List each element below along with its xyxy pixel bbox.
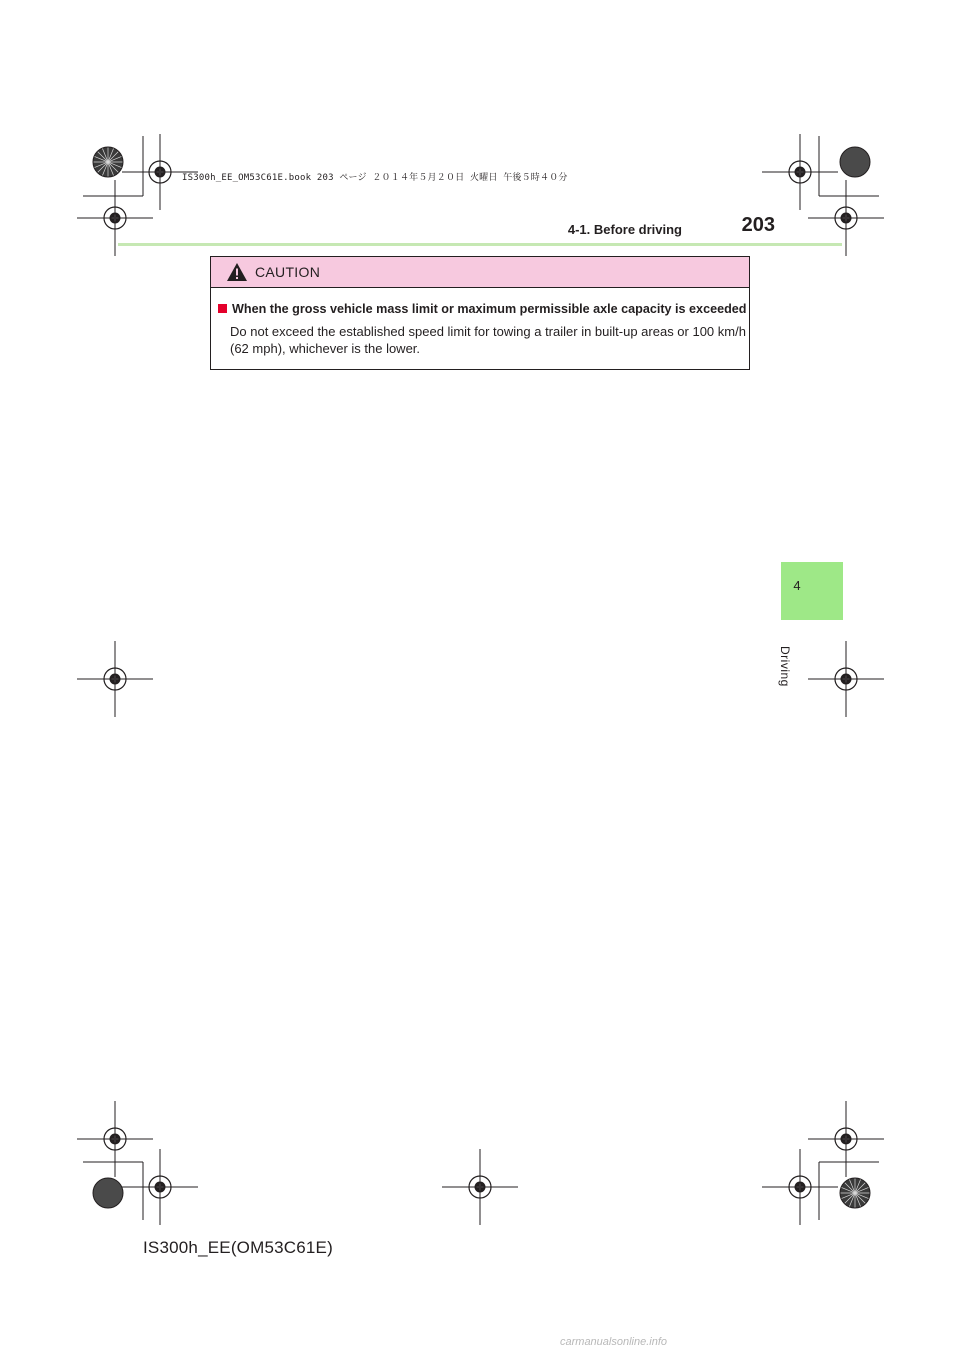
book-info-line: IS300h_EE_OM53C61E.book 203 ページ ２０１４年５月２０日 火曜日 午後５時４０分 xyxy=(182,173,568,183)
footer-watermark: carmanualsonline.info xyxy=(560,1336,668,1348)
caution-header xyxy=(211,257,749,288)
chapter-tab-number: 4 xyxy=(793,578,801,593)
caution-heading-text: When the gross vehicle mass limit or maximum permissible axle capacity is exceeded xyxy=(232,302,747,316)
page-number: 203 xyxy=(741,214,775,236)
caution-body: Do not exceed the established speed limit for towing a trailer in built-up areas or 100 km/h (62 mph), whichever is the lower. xyxy=(230,324,746,356)
footer-model-code: IS300h_EE(OM53C61E) xyxy=(143,1238,333,1257)
caution-heading xyxy=(218,302,745,316)
section-title: 4-1. Before driving xyxy=(567,222,682,237)
caution-label: CAUTION xyxy=(255,264,321,280)
caution-box xyxy=(210,256,750,370)
header-rule xyxy=(118,243,842,246)
chapter-tab-label: Driving xyxy=(778,646,792,687)
red-square-bullet-icon xyxy=(218,304,227,313)
warning-triangle-icon xyxy=(226,262,248,282)
